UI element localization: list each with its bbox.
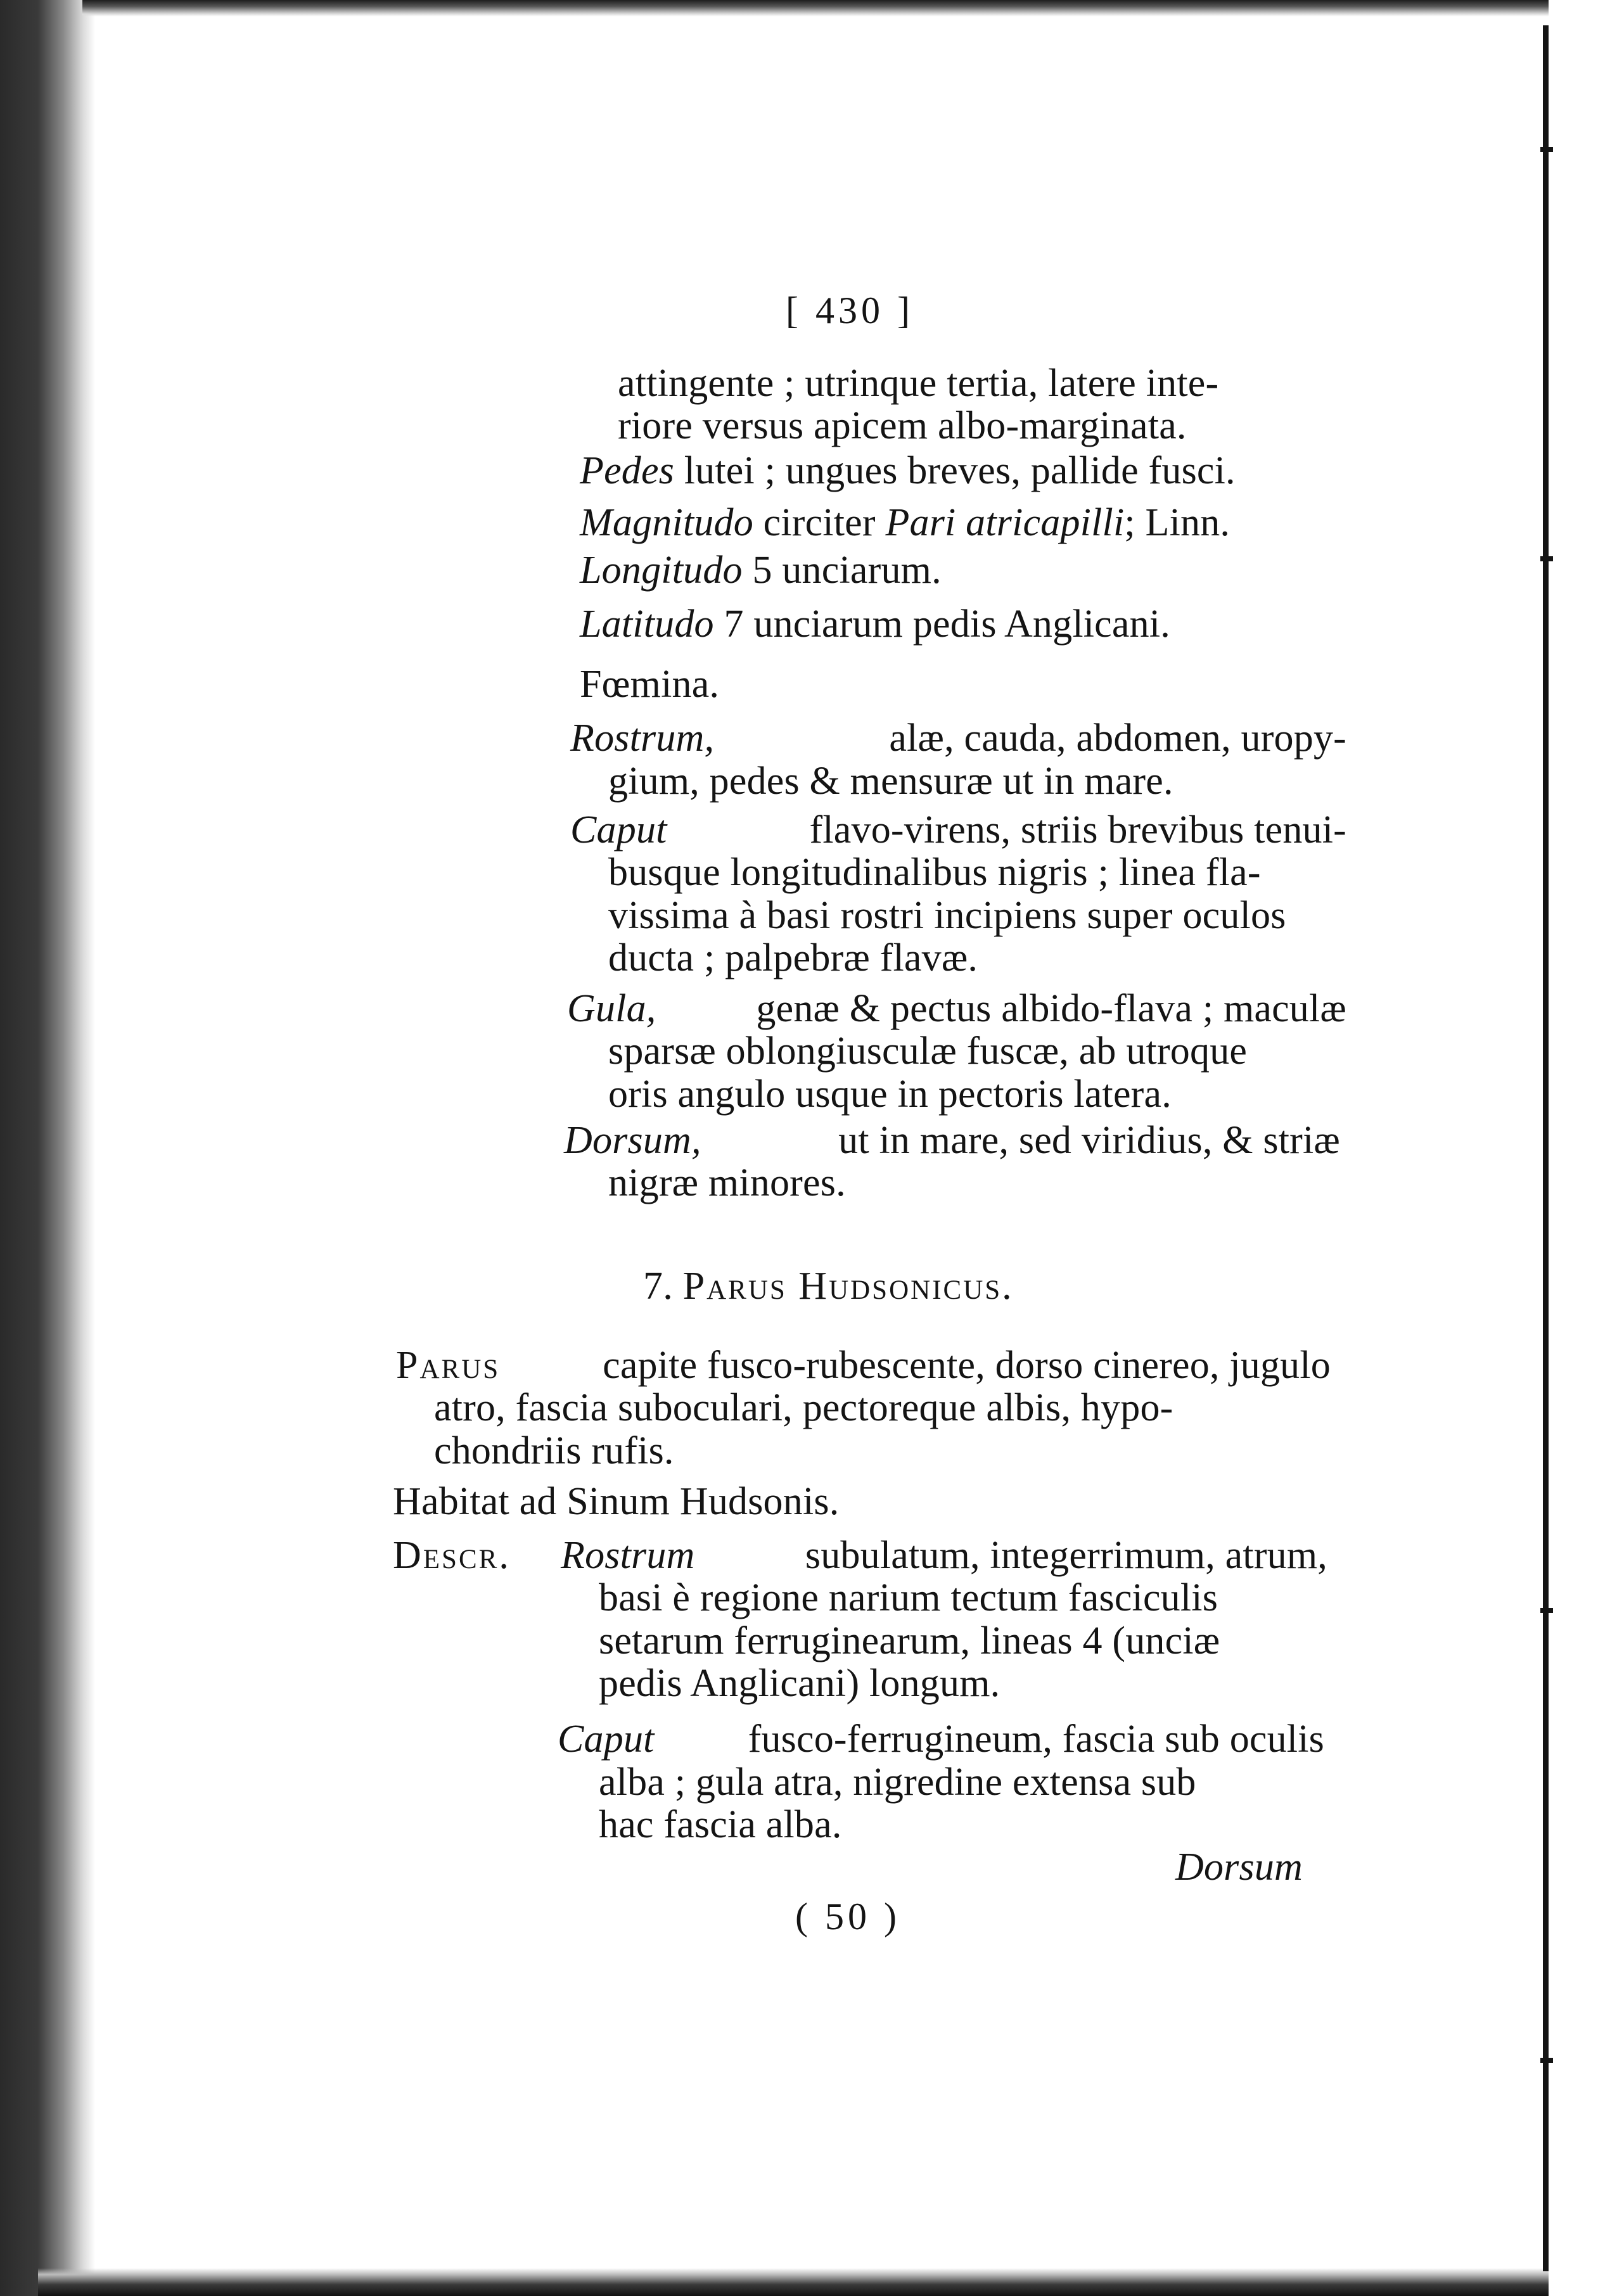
gula-entry [567, 986, 1346, 1031]
folio-number: ( 50 ) [795, 1896, 900, 1937]
species-name: Parus Hudsonicus. [682, 1265, 1014, 1308]
text: capite fusco-rubescente, dorso cinereo, jugulo [603, 1344, 1331, 1387]
text: alba ; gula atra, nigredine extensa sub [599, 1761, 1196, 1804]
term-label: Latitudo [580, 603, 714, 646]
text: flavo-virens, striis brevibus tenui- [809, 808, 1346, 851]
right-border-rule [1543, 25, 1549, 2271]
descr-label: Descr. [393, 1534, 511, 1577]
text-line: pedis Anglicani) longum. [599, 1662, 1000, 1705]
text: setarum ferruginearum, lineas 4 (unciæ [599, 1619, 1220, 1662]
text-line [618, 361, 1346, 405]
text: vissima à basi rostri incipiens super oculos [608, 894, 1286, 937]
right-margin [1549, 0, 1617, 2296]
term-label: Caput [558, 1718, 655, 1761]
text: circiter [763, 501, 876, 544]
text-line: ducta ; palpebræ flavæ. [608, 936, 978, 979]
text: fusco-ferrugineum, fascia sub oculis [748, 1718, 1324, 1761]
catchword [1175, 1845, 1303, 1889]
text: genæ & pectus albido-flava ; maculæ [756, 987, 1346, 1030]
term-label: Longitudo [580, 549, 743, 592]
text-line [608, 1029, 1334, 1073]
term-label: Rostrum, [570, 717, 715, 760]
text: sparsæ oblongiusculæ fuscæ, ab utroque [608, 1030, 1248, 1073]
text-line [434, 1386, 1331, 1430]
genus-label: Parus [396, 1344, 501, 1387]
book-spine-shadow [0, 0, 95, 2296]
page-top-edge [82, 0, 1552, 16]
dorsum-entry [564, 1118, 1340, 1163]
text-line: nigræ minores. [608, 1161, 846, 1204]
pedes-entry [580, 449, 1236, 493]
species-reference: Pari atricapilli [885, 501, 1125, 544]
female-heading: Fœmina. [580, 663, 720, 706]
species-number: 7. [643, 1265, 673, 1308]
term-label: Magnitudo [580, 501, 753, 544]
term-label: Dorsum, [564, 1119, 701, 1162]
border-tick [1540, 147, 1553, 152]
line-content [570, 716, 714, 760]
text-line [608, 850, 1346, 895]
page-bottom-edge [38, 2268, 1559, 2296]
text-line [599, 1576, 1327, 1620]
border-tick [1540, 2058, 1553, 2063]
species-heading [643, 1264, 1014, 1308]
rostrum-entry [570, 716, 1346, 760]
term-label: Caput [570, 808, 667, 851]
term-label: Rostrum [561, 1534, 695, 1577]
text: basi è regione narium tectum fasciculis [599, 1576, 1218, 1619]
text: busque longitudinalibus nigris ; linea fla- [608, 851, 1261, 894]
text: ut in mare, sed viridius, & striæ [838, 1119, 1340, 1162]
text-line [599, 1619, 1327, 1663]
border-tick [1540, 556, 1553, 561]
text: ; Linn. [1124, 501, 1230, 544]
text: 5 unciarum. [752, 549, 942, 592]
border-tick [1540, 1608, 1553, 1613]
term-label: Pedes [580, 449, 675, 492]
text-line: gium, pedes & mensuræ ut in mare. [608, 760, 1173, 803]
text: atro, fascia suboculari, pectoreque albis, hypo- [434, 1386, 1173, 1429]
longitudo-entry [580, 548, 942, 592]
rostrum-entry [561, 1533, 1327, 1578]
latitudo-entry [580, 602, 1170, 646]
caput-entry [558, 1717, 1324, 1761]
text: lutei ; ungues breves, pallide fusci. [684, 449, 1236, 492]
diagnosis-entry [396, 1343, 1331, 1387]
text-line: hac fascia alba. [599, 1803, 842, 1846]
text: alæ, cauda, abdomen, uropy- [889, 717, 1346, 760]
text-line: riore versus apicem albo-marginata. [618, 404, 1187, 447]
text-line [608, 893, 1337, 938]
habitat-line: Habitat ad Sinum Hudsonis. [393, 1480, 840, 1523]
catchword-text: Dorsum [1175, 1846, 1303, 1889]
text-line: oris angulo usque in pectoris latera. [608, 1073, 1172, 1116]
text-line: chondriis rufis. [434, 1429, 674, 1472]
text: subulatum, integerrimum, atrum, [805, 1534, 1327, 1577]
page-number-header: [ 430 ] [786, 290, 914, 331]
magnitudo-entry [580, 501, 1230, 545]
text: 7 unciarum pedis Anglicani. [724, 603, 1170, 646]
text-line [599, 1760, 1324, 1804]
caput-entry [570, 808, 1346, 852]
text: attingente ; utrinque tertia, latere inte- [618, 362, 1219, 405]
term-label: Gula, [567, 987, 656, 1030]
